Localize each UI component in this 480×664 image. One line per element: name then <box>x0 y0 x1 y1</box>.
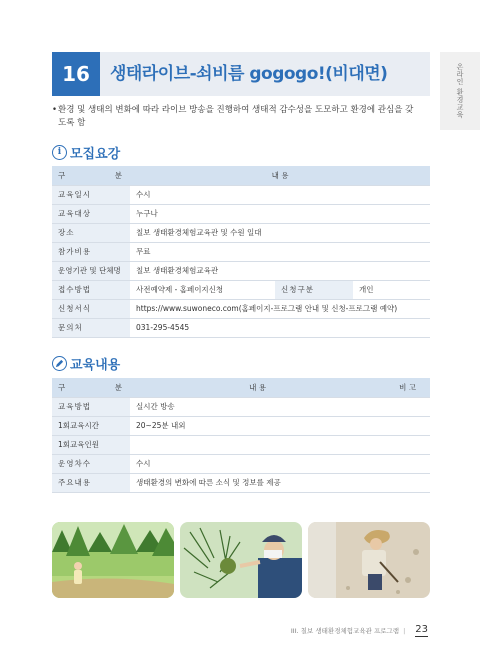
row-value-url[interactable]: https://www.suwoneco.com(홈페이지-프로그램 안내 및 신청-프로그램 예약) <box>130 299 430 318</box>
page-number: 23 <box>415 624 428 635</box>
bullet: • <box>52 105 58 115</box>
row-value <box>130 435 385 454</box>
photo-field-observation <box>308 522 430 598</box>
row-label: 1회교육시간 <box>52 416 130 435</box>
row-value: 20~25분 내외 <box>130 416 385 435</box>
row-label: 교육방법 <box>52 397 130 416</box>
row-value: 무료 <box>130 242 430 261</box>
table-row <box>52 185 430 204</box>
row-label: 문의처 <box>52 318 130 337</box>
row-label: 접수방법 <box>52 280 130 299</box>
footer-separator: | <box>403 626 406 635</box>
table-row <box>52 242 430 261</box>
program-number: 16 <box>52 52 100 96</box>
intro-text <box>52 104 418 130</box>
row-value: 누구나 <box>130 204 430 223</box>
table-row <box>52 299 430 318</box>
page-footer <box>291 624 428 637</box>
row-note <box>385 416 430 435</box>
col-header-content: 내 용 <box>130 166 430 185</box>
row-label: 교육대상 <box>52 204 130 223</box>
table-header-row <box>52 166 430 185</box>
photo-pine-needles <box>180 522 302 598</box>
intro-body: 환경 및 생태의 변화에 따라 라이브 방송을 진행하여 생태적 감수성을 도모하고 환경에 관심을 갖도록 함 <box>58 105 414 128</box>
col-header-note: 비 고 <box>385 378 430 397</box>
row-value: 사전예약제 - 홈페이지신청 <box>130 280 275 299</box>
pencil-icon <box>52 356 67 371</box>
row-label: 장소 <box>52 223 130 242</box>
program-title: 생태라이브-쇠비름 gogogo!(비대면) <box>110 64 388 84</box>
table-row <box>52 454 430 473</box>
recruit-title-text: 모집요강 <box>70 146 121 162</box>
side-tab-label: 온라인 환경교육 <box>456 63 464 119</box>
table-row <box>52 280 430 299</box>
row-value: 생태환경의 변화에 따른 소식 및 정보를 제공 <box>130 473 385 492</box>
row-note <box>385 454 430 473</box>
row-note <box>385 473 430 492</box>
table-header-row <box>52 378 430 397</box>
row-value: 수시 <box>130 185 430 204</box>
row-value: 칠보 생태환경체험교육관 <box>130 261 430 280</box>
row-value: 칠보 생태환경체험교육관 및 수원 일대 <box>130 223 430 242</box>
table-row <box>52 435 430 454</box>
table-row <box>52 261 430 280</box>
info-icon: i <box>52 145 67 160</box>
row-value: 031-295-4545 <box>130 318 430 337</box>
col-header-category: 구 분 <box>52 166 130 185</box>
row-note <box>385 435 430 454</box>
row-label: 신청서식 <box>52 299 130 318</box>
table-row <box>52 416 430 435</box>
row-label: 운영차수 <box>52 454 130 473</box>
program-header <box>52 52 430 96</box>
row-label: 주요내용 <box>52 473 130 492</box>
row-value: 수시 <box>130 454 385 473</box>
row-value: 실시간 방송 <box>130 397 385 416</box>
table-row <box>52 318 430 337</box>
row-label: 교육일시 <box>52 185 130 204</box>
table-row <box>52 473 430 492</box>
recruit-section-title <box>52 143 120 161</box>
recruit-table <box>52 166 430 338</box>
row-label: 운영기관 및 단체명 <box>52 261 130 280</box>
edu-table <box>52 378 430 493</box>
row-label: 참가비용 <box>52 242 130 261</box>
table-row <box>52 223 430 242</box>
col-header-category: 구 분 <box>52 378 130 397</box>
table-row <box>52 204 430 223</box>
photo-forest-child <box>52 522 174 598</box>
row-note <box>385 397 430 416</box>
side-tab <box>440 52 480 130</box>
footer-section: III. 칠보 생태환경체험교육관 프로그램 <box>290 627 400 635</box>
row-label-secondary: 신청구분 <box>275 280 353 299</box>
row-label: 1회교육인원 <box>52 435 130 454</box>
table-row <box>52 397 430 416</box>
col-header-content: 내 용 <box>130 378 385 397</box>
row-value-secondary: 개인 <box>353 280 430 299</box>
edu-title-text: 교육내용 <box>70 357 121 373</box>
edu-section-title <box>52 354 120 372</box>
